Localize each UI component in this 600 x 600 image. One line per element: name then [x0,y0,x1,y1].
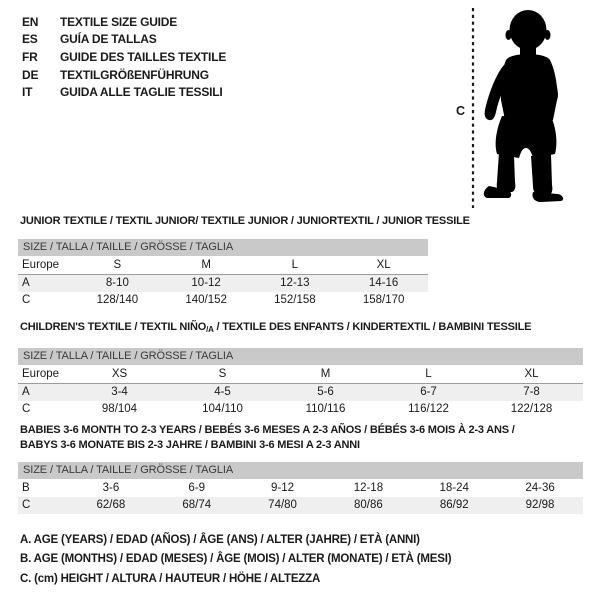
language-row-es [22,31,226,49]
table-cell: 24-36 [525,482,555,494]
height-measure-dashed-line [471,8,475,208]
language-title-list [22,13,226,101]
size-column-header: M [320,368,331,380]
size-bar: SIZE / TALLA / TAILLE / GRÖSSE / TAGLIA [18,239,428,256]
table-cell: 86/92 [439,499,469,511]
table-cell: 4-5 [214,386,231,398]
table-cell: 14-16 [368,277,399,289]
language-title: GUÍA DE TALLAS [60,32,157,47]
size-column-header: L [291,259,299,271]
table-cell: 68/74 [182,499,212,511]
table-row-age [18,480,583,497]
size-bar: SIZE / TALLA / TAILLE / GRÖSSE / TAGLIA [18,462,583,479]
children-size-table [18,348,583,418]
size-column-header: XL [376,259,391,271]
row-label: Europe [22,368,60,380]
language-row-it [22,83,226,101]
table-cell: 104/110 [202,403,243,415]
children-section-heading [20,320,531,338]
footnote-b: B. AGE (MONTHS) / EDAD (MESES) / ÂGE (MOIS) / ALTER (MONATE) / ETÀ (MESI) [20,553,452,566]
size-column-header: S [218,368,227,380]
language-code: IT [22,85,33,100]
size-column-header: XS [111,368,128,380]
row-label: C [22,499,31,511]
table-cell: 92/98 [525,499,555,511]
table-cell: 12-13 [280,277,310,289]
babies-heading-line1: BABIES 3-6 MONTH TO 2-3 YEARS / BEBÉS 3-6 MESES A 2-3 AÑOS / BÉBÉS 3-6 MOIS À 2-3 ANS / [20,424,515,436]
row-label: C [22,294,31,306]
table-cell: 10-12 [191,277,221,289]
language-code: FR [22,49,38,64]
table-row-height [18,401,583,418]
table-cell: 116/122 [408,403,449,415]
row-label: C [22,403,31,415]
babies-section-heading [20,423,590,452]
junior-section-heading: JUNIOR TEXTILE / TEXTIL JUNIOR/ TEXTILE JUNIOR / JUNIORTEXTIL / JUNIOR TESSILE [20,215,470,227]
table-row-height [18,292,428,309]
table-cell: 62/68 [96,499,126,511]
row-label: A [22,277,30,289]
table-cell: 98/104 [101,403,138,415]
size-column-header: XL [524,368,539,380]
size-column-header: L [425,368,432,380]
baby-silhouette [481,8,569,206]
children-heading-text: / TEXTILE DES ENFANTS / KINDERTEXTIL / BAMBINI TESSILE [213,321,532,333]
table-cell: 158/170 [362,294,405,306]
table-cell: 74/80 [268,499,297,511]
table-header-row [18,257,428,275]
row-label: Europe [22,259,60,271]
language-code: ES [22,32,38,47]
row-label: A [22,386,30,398]
table-cell: 5-6 [317,386,334,398]
table-cell: 140/152 [185,294,227,306]
table-cell: 110/116 [305,403,346,415]
table-cell: 7-8 [523,386,540,398]
language-title: TEXTILE SIZE GUIDE [60,14,178,29]
table-cell: 8-10 [105,277,129,289]
table-row-age [18,384,583,401]
table-cell: 12-18 [353,482,384,494]
language-row-fr [22,48,226,66]
row-label: B [22,482,30,494]
table-cell: 152/158 [274,294,316,306]
table-cell: 6-7 [420,386,437,398]
footnote-c: C. (cm) HEIGHT / ALTURA / HAUTEUR / HÖHE / ALTEZZA [20,572,321,585]
table-row-age [18,275,428,292]
legend-footnotes [20,531,451,589]
table-cell: 122/128 [510,403,553,415]
height-label-c: C [456,104,466,118]
size-bar: SIZE / TALLA / TAILLE / GRÖSSE / TAGLIA [18,348,583,365]
children-heading-text: CHILDREN'S TEXTILE / TEXTIL NIÑO [20,321,207,333]
language-code: DE [22,67,39,82]
table-cell: 18-24 [439,482,469,494]
footnote-a: A. AGE (YEARS) / EDAD (AÑOS) / ÂGE (ANS) / ALTER (JAHRE) / ETÀ (ANNI) [20,534,420,546]
table-cell: 3-6 [102,482,120,494]
table-cell: 128/140 [96,294,139,306]
size-column-header: M [201,259,211,271]
language-row-en [22,13,226,31]
language-code: EN [22,14,39,29]
table-row-height [18,497,583,514]
language-row-de [22,66,226,84]
babies-heading-line2: BABYS 3-6 MONATE BIS 2-3 JAHRE / BAMBINI 3-6 MESI A 2-3 ANNI [20,438,360,451]
table-cell: 9-12 [271,482,295,494]
junior-size-table [18,239,428,309]
table-cell: 3-4 [111,386,128,398]
table-cell: 6-9 [188,482,206,494]
language-title: TEXTILGRÖßENFÜHRUNG [60,67,209,82]
size-column-header: S [113,259,122,271]
table-header-row [18,366,583,384]
table-cell: 80/86 [354,499,383,511]
children-heading-subscript: /A [206,325,214,334]
language-title: GUIDE DES TAILLES TEXTILE [60,49,227,64]
babies-size-table [18,462,583,514]
language-title: GUIDA ALLE TAGLIE TESSILI [60,85,223,100]
